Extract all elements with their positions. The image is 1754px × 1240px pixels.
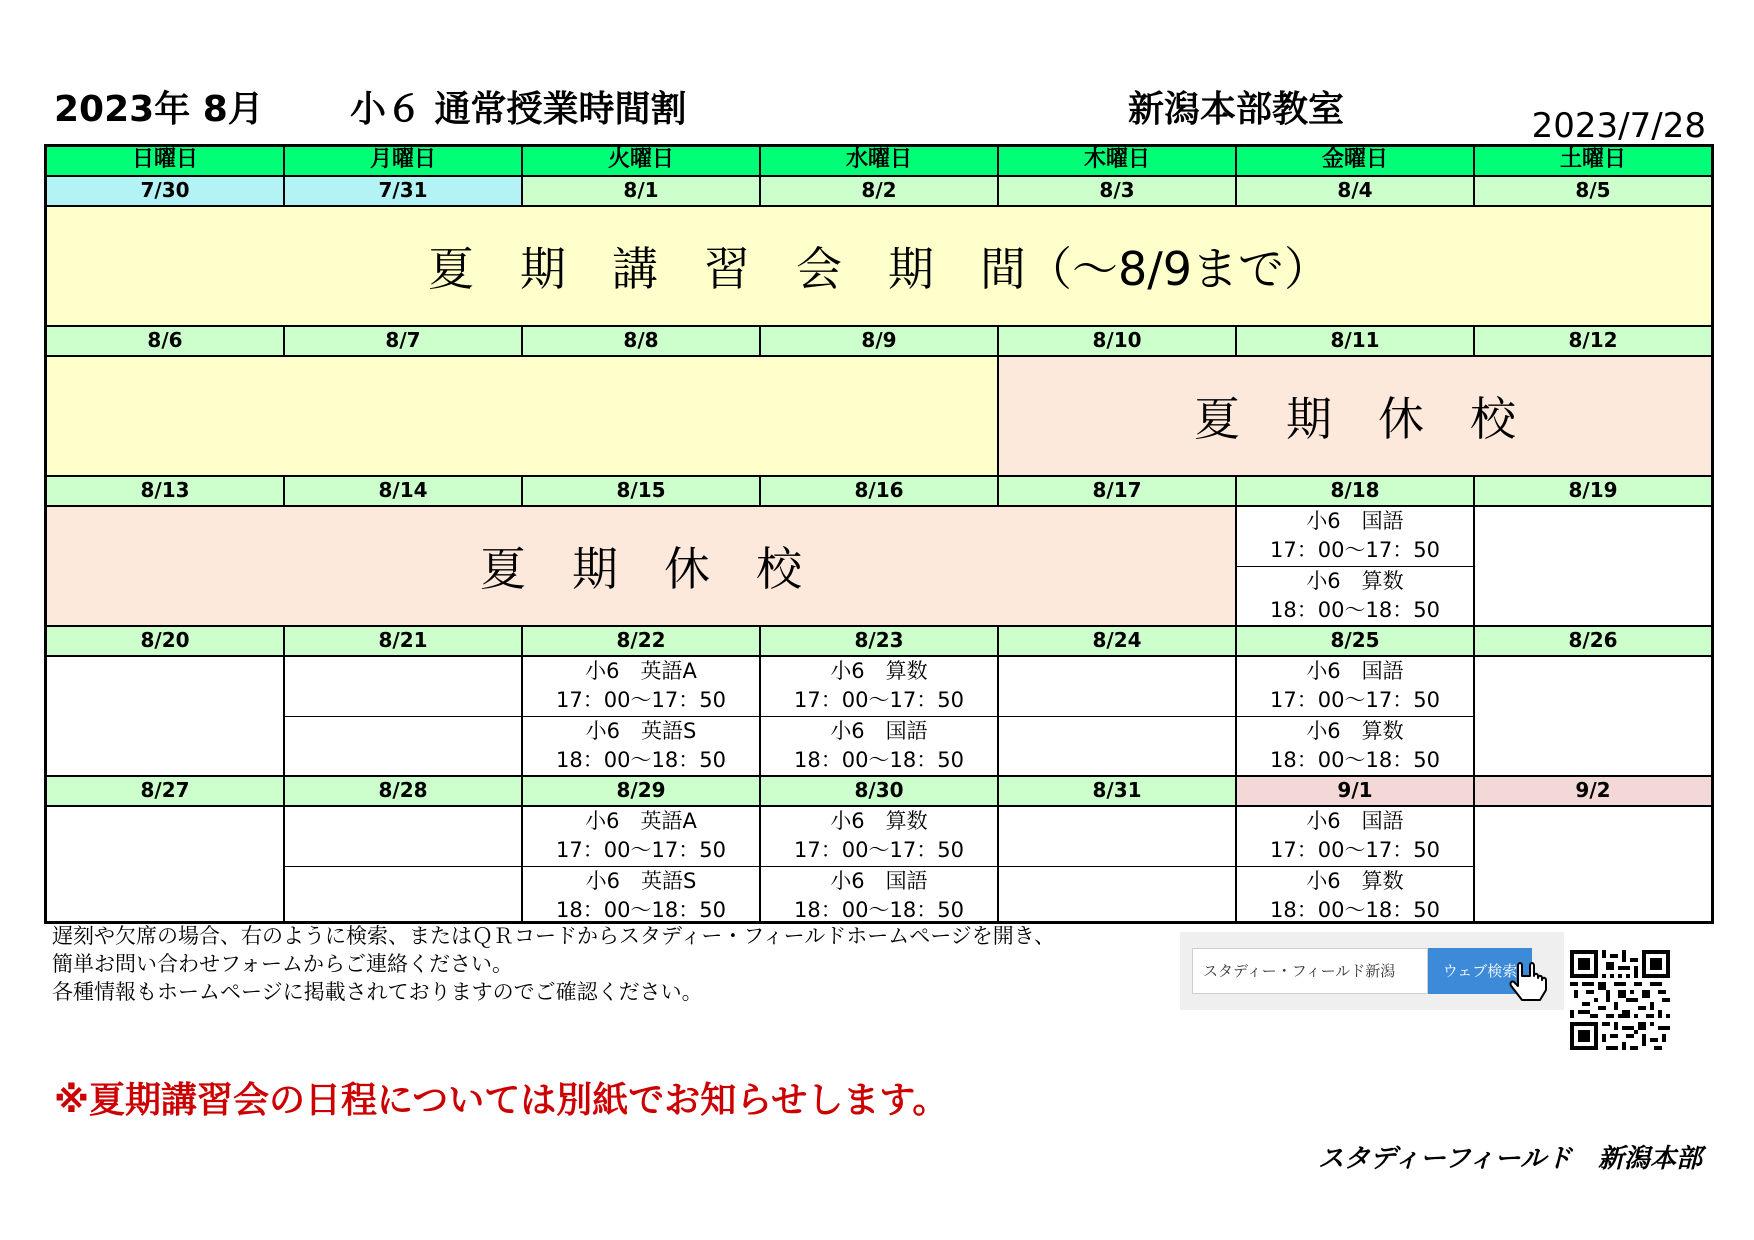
date-cell: 8/14: [285, 477, 523, 507]
date-cell: 8/12: [1475, 327, 1711, 357]
date-cell: 8/9: [761, 327, 999, 357]
weekday-thu: 木曜日: [999, 147, 1237, 177]
date-cell: 8/24: [999, 627, 1237, 657]
lesson-subject: 小6 算数: [1306, 719, 1404, 743]
lesson-time: 18：00～18：50: [1270, 898, 1440, 922]
weekday-mon: 月曜日: [285, 147, 523, 177]
note-line: 遅刻や欠席の場合、右のように検索、またはＱＲコードからスタディー・フィールドホームページを開き、: [52, 924, 1055, 948]
weekday-fri: 金曜日: [1237, 147, 1475, 177]
empty-slot: [999, 717, 1237, 777]
note-line: 各種情報もホームページに掲載されておりますのでご確認ください。: [52, 980, 703, 1004]
lesson-time: 17：00～17：50: [1270, 688, 1440, 712]
weekday-tue: 火曜日: [523, 147, 761, 177]
empty-cell: [47, 657, 285, 777]
lesson-subject: 小6 英語A: [585, 659, 697, 683]
lesson-subject: 小6 国語: [830, 719, 928, 743]
weekday-sat: 土曜日: [1475, 147, 1711, 177]
lesson-slot: [523, 657, 761, 717]
classroom-name: 新潟本部教室: [1128, 89, 1345, 130]
lesson-slot: [1237, 567, 1475, 627]
date-cell: 8/17: [999, 477, 1237, 507]
date-cell: 8/29: [523, 777, 761, 807]
date-cell: 8/5: [1475, 177, 1711, 207]
lesson-subject: 小6 英語S: [585, 719, 697, 743]
date-cell: 8/11: [1237, 327, 1475, 357]
summer-course-banner: 夏 期 講 習 会 期 間（～8/9まで）: [47, 207, 1711, 327]
date-cell: 8/30: [761, 777, 999, 807]
date-cell: 8/7: [285, 327, 523, 357]
lesson-slot: [761, 717, 999, 777]
lesson-subject: 小6 国語: [1306, 659, 1404, 683]
signature: スタディーフィールド 新潟本部: [1317, 1144, 1702, 1174]
lesson-time: 18：00～18：50: [1270, 748, 1440, 772]
date-cell: 8/1: [523, 177, 761, 207]
empty-slot: [285, 867, 523, 921]
date-cell: 8/26: [1475, 627, 1711, 657]
lesson-subject: 小6 英語S: [585, 869, 697, 893]
lesson-slot: [523, 717, 761, 777]
date-cell: 8/10: [999, 327, 1237, 357]
empty-slot: [285, 717, 523, 777]
lesson-time: 17：00～17：50: [1270, 838, 1440, 862]
date-cell: 8/15: [523, 477, 761, 507]
date-cell: 8/6: [47, 327, 285, 357]
lesson-time: 17：00～17：50: [556, 688, 726, 712]
lesson-subject: 小6 算数: [1306, 869, 1404, 893]
contact-note: [52, 922, 1055, 1006]
date-cell: 8/22: [523, 627, 761, 657]
note-line: 簡単お問い合わせフォームからご連絡ください。: [52, 952, 513, 976]
lesson-slot: [1237, 507, 1475, 567]
lesson-time: 17：00～17：50: [556, 838, 726, 862]
lesson-subject: 小6 算数: [830, 809, 928, 833]
lesson-slot: [761, 807, 999, 867]
date-cell: 8/23: [761, 627, 999, 657]
date-cell: 8/28: [285, 777, 523, 807]
lesson-slot: [761, 867, 999, 921]
lesson-slot: [523, 807, 761, 867]
date-cell: 8/4: [1237, 177, 1475, 207]
date-cell: 8/2: [761, 177, 999, 207]
date-cell: 7/31: [285, 177, 523, 207]
weekday-wed: 水曜日: [761, 147, 999, 177]
date-cell: 8/27: [47, 777, 285, 807]
date-cell: 8/8: [523, 327, 761, 357]
lesson-slot: [1237, 717, 1475, 777]
empty-slot: [999, 807, 1237, 867]
lesson-time: 18：00～18：50: [1270, 598, 1440, 622]
pointing-hand-icon: [1508, 960, 1554, 1006]
empty-slot: [999, 867, 1237, 921]
empty-cell: [1475, 807, 1711, 921]
lesson-time: 18：00～18：50: [794, 898, 964, 922]
lesson-slot: [761, 657, 999, 717]
search-input[interactable]: スタディー・フィールド新潟: [1192, 948, 1428, 994]
schedule-title: 小６ 通常授業時間割: [350, 89, 687, 130]
summer-closed-banner: 夏 期 休 校: [999, 357, 1711, 477]
summer-course-continued: [47, 357, 999, 477]
date-cell: 8/19: [1475, 477, 1711, 507]
empty-slot: [999, 657, 1237, 717]
empty-slot: [285, 807, 523, 867]
summer-closed-banner: 夏 期 休 校: [47, 507, 1237, 627]
date-cell: 8/18: [1237, 477, 1475, 507]
lesson-time: 17：00～17：50: [794, 688, 964, 712]
issue-date: 2023/7/28: [1531, 106, 1706, 146]
lesson-time: 17：00～17：50: [794, 838, 964, 862]
empty-cell: [47, 807, 285, 921]
announcement: ※夏期講習会の日程については別紙でお知らせします。: [54, 1080, 949, 1121]
date-cell: 8/16: [761, 477, 999, 507]
date-cell: 8/25: [1237, 627, 1475, 657]
lesson-subject: 小6 国語: [830, 869, 928, 893]
date-cell: 8/13: [47, 477, 285, 507]
date-cell: 9/2: [1475, 777, 1711, 807]
empty-slot: [285, 657, 523, 717]
lesson-subject: 小6 算数: [830, 659, 928, 683]
date-cell: 8/31: [999, 777, 1237, 807]
qr-code-icon[interactable]: [1570, 950, 1670, 1050]
lesson-subject: 小6 英語A: [585, 809, 697, 833]
calendar-table: [44, 144, 1714, 924]
lesson-time: 18：00～18：50: [556, 898, 726, 922]
lesson-time: 18：00～18：50: [794, 748, 964, 772]
weekday-sun: 日曜日: [47, 147, 285, 177]
date-cell: 8/21: [285, 627, 523, 657]
empty-cell: [1475, 507, 1711, 627]
lesson-slot: [1237, 867, 1475, 921]
lesson-slot: [1237, 807, 1475, 867]
lesson-subject: 小6 国語: [1306, 809, 1404, 833]
empty-cell: [1475, 657, 1711, 777]
lesson-time: 17：00～17：50: [1270, 538, 1440, 562]
date-cell: 8/3: [999, 177, 1237, 207]
date-cell: 7/30: [47, 177, 285, 207]
lesson-subject: 小6 算数: [1306, 569, 1404, 593]
lesson-slot: [523, 867, 761, 921]
date-cell: 9/1: [1237, 777, 1475, 807]
date-cell: 8/20: [47, 627, 285, 657]
lesson-subject: 小6 国語: [1306, 509, 1404, 533]
web-search-button[interactable]: ウェブ検索: [1428, 948, 1532, 994]
search-widget: [1180, 932, 1564, 1010]
lesson-time: 18：00～18：50: [556, 748, 726, 772]
lesson-slot: [1237, 657, 1475, 717]
year-month: 2023年 8月: [54, 89, 264, 130]
